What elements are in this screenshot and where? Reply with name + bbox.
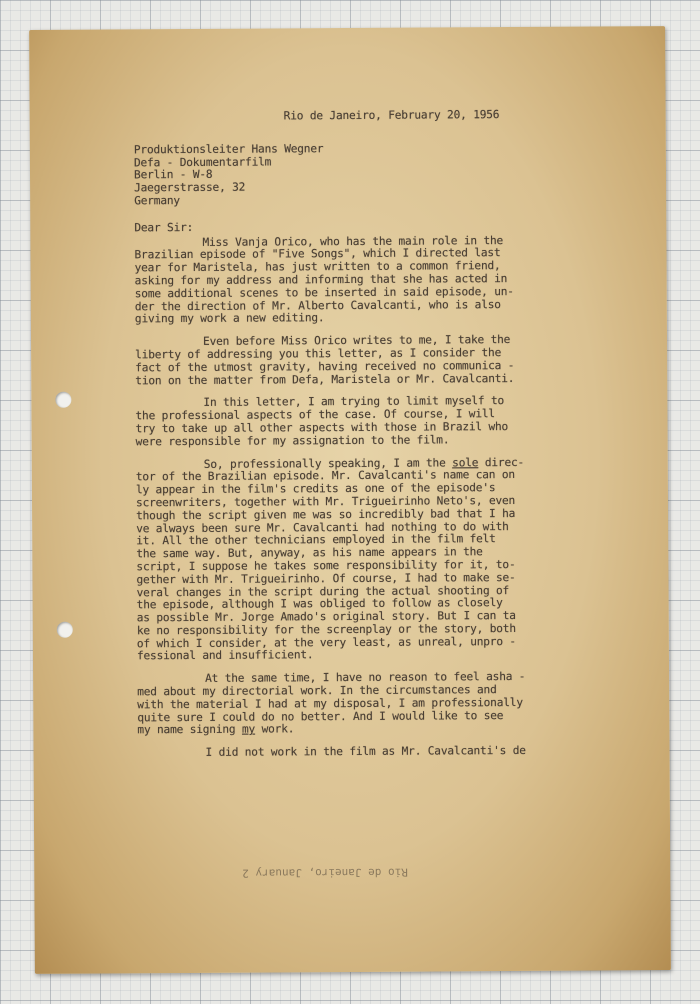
- dateline: Rio de Janeiro, February 20, 1956: [283, 108, 500, 123]
- paragraph-4: [136, 456, 657, 664]
- salutation: Dear Sir:: [134, 220, 194, 235]
- body-line: the professional aspects of the case. Of course, I will: [135, 407, 495, 423]
- punch-hole-top: [55, 392, 71, 408]
- body-line: fact of the utmost gravity, having received no communica -: [135, 358, 515, 375]
- body-line: fessional and insufficient.: [136, 648, 314, 663]
- body-line: med about my directorial work. In the circumstances and: [137, 683, 497, 699]
- body-line: liberty of addressing you this letter, as I consider the: [135, 346, 502, 362]
- body-line: ke no responsibility for the screenplay or the story, both: [136, 621, 516, 638]
- body-text: So, professionally speaking, I am the: [203, 455, 453, 471]
- body-line: screenwriters, together with Mr. Trigueirinho Neto's, even: [135, 493, 516, 510]
- body-line: In this letter, I am trying to limit myself to: [203, 394, 505, 410]
- body-line: as possible Mr. Jorge Amado's original story. But I can ta: [136, 609, 516, 625]
- body-text: my name signing: [137, 723, 243, 737]
- body-line: Miss Vanja Orico, who has the main role in the: [202, 233, 504, 249]
- punch-hole-bottom: [57, 622, 73, 638]
- body-line: year for Maristela, has just written to a common friend,: [134, 259, 501, 275]
- body-line: der the direction of Mr. Alberto Cavalcanti, who is also: [134, 297, 501, 313]
- body-line: gether with Mr. Trigueirinho. Of course, I had to make se-: [136, 570, 516, 587]
- recipient-address: [134, 141, 654, 208]
- paragraph-5: [137, 670, 657, 737]
- address-line: Defa - Dokumentarfilm: [133, 155, 272, 169]
- body-line: asking for my address and informing that she has acted in: [134, 272, 508, 288]
- body-line: veral changes in the script during the actual shooting of: [136, 583, 510, 599]
- body-line: tion on the matter from Defa, Maristela or Mr. Cavalcanti.: [135, 371, 515, 387]
- body-line: with the material I had at my disposal, I am professionally: [137, 695, 523, 712]
- body-line: [137, 722, 657, 738]
- address-line: Jaegerstrasse, 32: [134, 180, 246, 195]
- letter-sheet: [29, 26, 671, 974]
- underlined-word: my: [241, 723, 256, 737]
- typed-letter: [134, 108, 658, 770]
- address-line: Germany: [134, 194, 180, 208]
- body-text: direc-: [478, 455, 525, 469]
- paragraph-3: [135, 394, 655, 448]
- body-line: tor of the Brazilian episode. Mr. Cavalcanti's name can on: [135, 468, 515, 484]
- body-line: some additional scenes to be inserted in said episode, un-: [134, 284, 514, 301]
- paragraph-2: [135, 333, 655, 387]
- address-line: Berlin - W-8: [133, 168, 213, 182]
- body-text: work.: [255, 722, 295, 737]
- body-line: Even before Miss Orico writes to me, I take the: [202, 333, 511, 349]
- body-line: I did not work in the film as Mr. Cavalcanti's de: [205, 744, 526, 760]
- body-line: script, I suppose he takes some responsibility for it, to-: [136, 557, 516, 574]
- body-line: try to take up all other aspects with those in Brazil who: [135, 419, 509, 436]
- body-line: it. All the other technicians employed in the film felt: [136, 532, 496, 548]
- body-line: ly appear in the film's credits as one of the episode's: [135, 481, 496, 497]
- body-line: ve always been sure Mr. Cavalcanti had nothing to do with: [136, 519, 509, 535]
- paragraph-6: [138, 744, 658, 760]
- body-line: the same way. But, anyway, as his name appears in the: [136, 545, 483, 561]
- body-line: though the script given me was so incredibly bad that I ha: [136, 506, 516, 523]
- body-line: the episode, although I was obliged to follow as closely: [136, 596, 503, 612]
- paragraph-1: [134, 234, 655, 327]
- body-line: giving my work a new editing.: [134, 311, 325, 326]
- bleed-through-text: Rio de Janeiro, January 2: [242, 865, 408, 880]
- body-line: quite sure I could do no better. And I would like to see: [137, 708, 504, 724]
- address-line: Produktionsleiter Hans Wegner: [133, 141, 324, 157]
- body-line: Brazilian episode of "Five Songs", which I directed last: [134, 246, 501, 262]
- body-line: were responsible for my assignation to the film.: [135, 433, 450, 449]
- underlined-word: sole: [452, 455, 479, 469]
- body-line: At the same time, I have no reason to feel asha -: [205, 670, 526, 686]
- body-line: of which I consider, at the very least, as unreal, unpro -: [136, 634, 516, 650]
